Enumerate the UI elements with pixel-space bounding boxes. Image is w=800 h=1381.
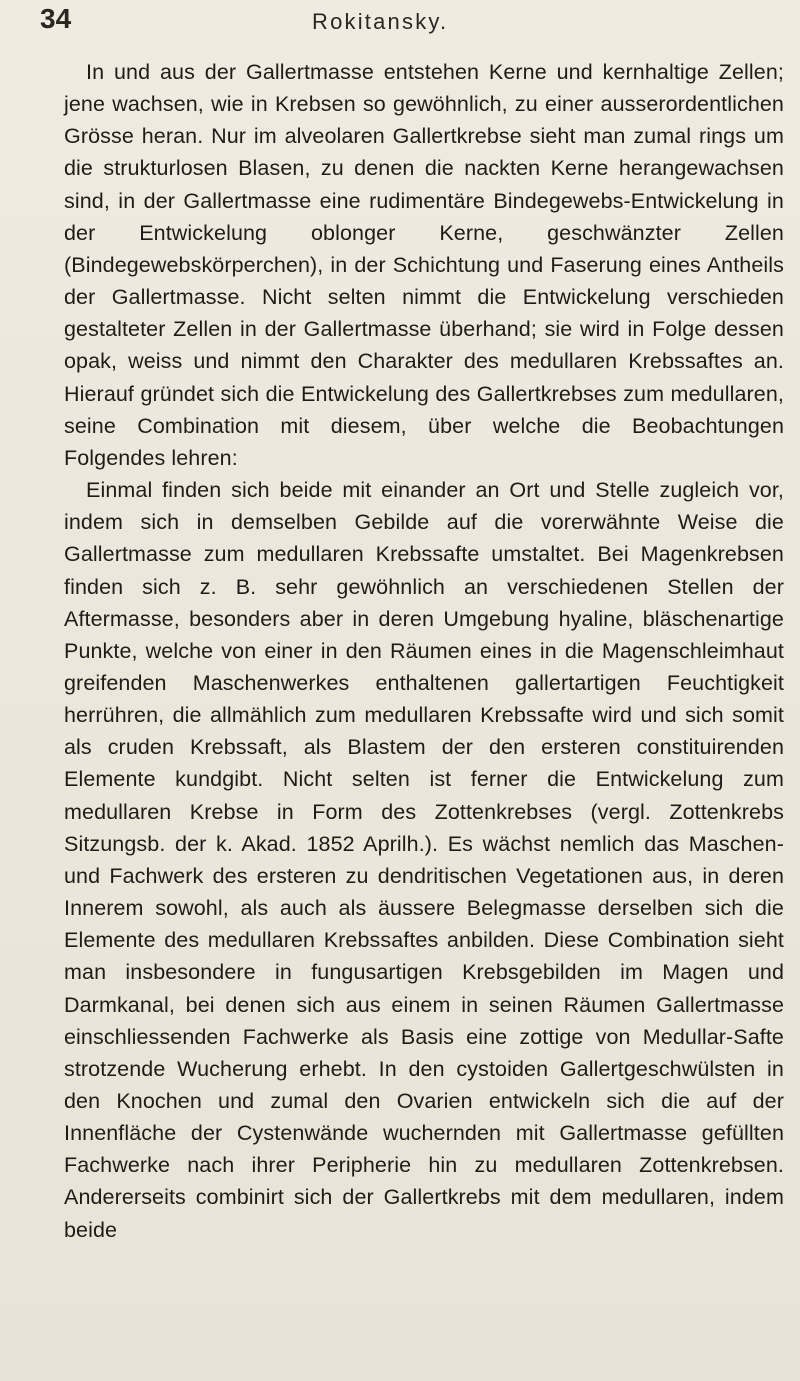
paragraph-2: Einmal finden sich beide mit einander an Ort und Stelle zugleich vor, indem sich in demselben Gebilde auf die vorerwähnte Weise die Gallertmasse zum medullaren Krebssafte umstaltet. Bei Magenkrebsen finden sich z. B. sehr gewöhnlich an verschiedenen Stellen der Aftermasse, besonders aber in deren Umgebung hyaline, bläschenartige Punkte, welche von einer in den Räumen eines in die Magenschleimhaut greifenden Maschenwerkes enthaltenen gallertartigen Feuchtigkeit herrühren, die allmählich zum medullaren Krebssafte wird und sich somit als cruden Krebssaft, als Blastem der den ersteren constituirenden Elemente kundgibt. Nicht selten ist ferner die Entwickelung zum medullaren Krebse in Form des Zottenkrebses (vergl. Zottenkrebs Sitzungsb. der k. Akad. 1852 Aprilh.). Es wächst nemlich das Maschen- und Fachwerk des ersteren zu dendritischen Vegetationen aus, in deren Innerem sowohl, als auch als äussere Belegmasse derselben sich die Elemente des medullaren Krebssaftes anbilden. Diese Combination sieht man insbesondere in fungusartigen Krebsgebilden im Magen und Darmkanal, bei denen sich aus einem in seinen Räumen Gallertmasse einschliessenden Fachwerke als Basis eine zottige von Medullar-Safte strotzende Wucherung erhebt. In den cystoiden Gallertgeschwülsten in den Knochen und zumal den Ovarien entwickeln sich die auf der Innenfläche der Cystenwände wuchernden mit Gallertmasse gefüllten Fachwerke nach ihrer Peripherie hin zu medullaren Zottenkrebsen. Andererseits combinirt sich der Gallertkrebs mit dem medullaren, indem beide [64, 478, 784, 1242]
paragraph-1: In und aus der Gallertmasse entstehen Kerne und kernhaltige Zellen; jene wachsen, wie in Krebsen so gewöhnlich, zu einer ausserordentlichen Grösse heran. Nur im alveolaren Gallertkrebse sieht man zumal rings um die strukturlosen Blasen, zu denen die nackten Kerne herangewachsen sind, in der Gallertmasse eine rudimentäre Bindegewebs-Entwickelung in der Entwickelung oblonger Kerne, geschwänzter Zellen (Bindegewebskörperchen), in der Schichtung und Faserung eines Antheils der Gallertmasse. Nicht selten nimmt die Entwickelung verschieden gestalteter Zellen in der Gallertmasse überhand; sie wird in Folge dessen opak, weiss und nimmt den Charakter des medullaren Krebssaftes an. Hierauf gründet sich die Entwickelung des Gallertkrebses zum medullaren, seine Combination mit diesem, über welche die Beobachtungen Folgendes lehren: [64, 60, 784, 470]
running-head: Rokitansky. [312, 9, 449, 34]
page-number: 34 [40, 3, 72, 34]
body-text [64, 56, 784, 1246]
